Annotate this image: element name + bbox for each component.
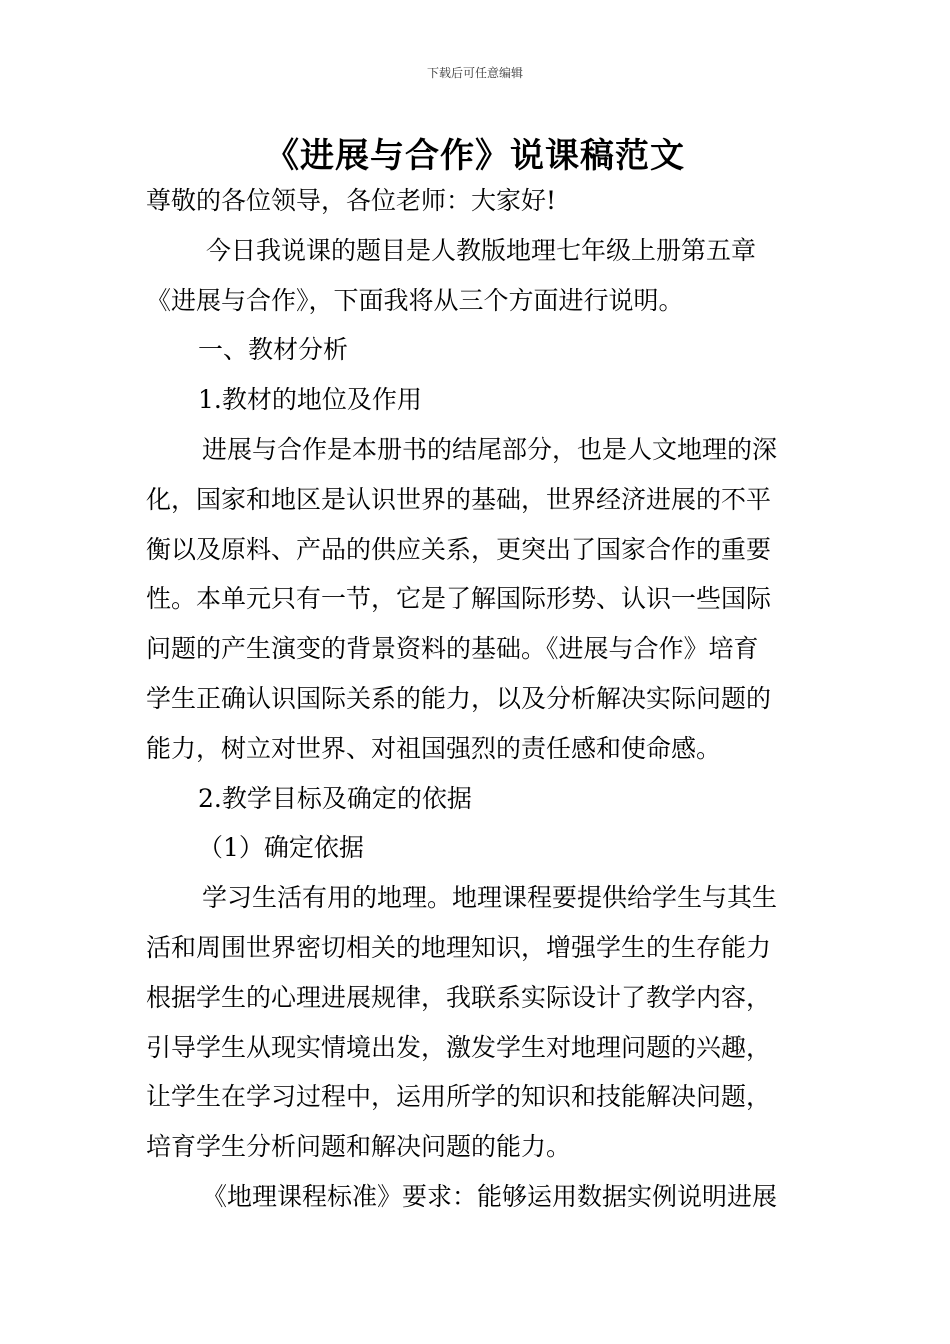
paragraph-line: （1）确定依据 (198, 833, 364, 863)
document-title: 《进展与合作》说课稿范文 (265, 136, 685, 176)
paragraph-line: 化，国家和地区是认识世界的基础，世界经济进展的不平 (146, 484, 772, 514)
paragraph-line: 今日我说课的题目是人教版地理七年级上册第五章 (206, 235, 757, 265)
paragraph-line: 衡以及原料、产品的供应关系，更突出了国家合作的重要 (146, 534, 772, 564)
paragraph-line: 根据学生的心理进展规律，我联系实际设计了教学内容， (146, 982, 772, 1012)
paragraph-line: 培育学生分析问题和解决问题的能力。 (146, 1132, 572, 1162)
paragraph-line: 1.教材的地位及作用 (198, 385, 422, 415)
paragraph-line: 一、教材分析 (198, 335, 349, 365)
paragraph-line: 活和周围世界密切相关的地理知识，增强学生的生存能力 (146, 932, 772, 962)
paragraph-line: 学生正确认识国际关系的能力，以及分析解决实际问题的 (146, 683, 772, 713)
paragraph-line: 2.教学目标及确定的依据 (198, 783, 472, 813)
paragraph-line: 引导学生从现实情境出发，激发学生对地理问题的兴趣， (146, 1032, 772, 1062)
paragraph-line: 《进展与合作》，下面我将从三个方面进行说明。 (146, 285, 684, 315)
paragraph-line: 进展与合作是本册书的结尾部分，也是人文地理的深 (202, 434, 778, 464)
paragraph-line: 性。本单元只有一节，它是了解国际形势、认识一些国际 (146, 584, 772, 614)
paragraph-line: 学习生活有用的地理。地理课程要提供给学生与其生 (202, 883, 778, 913)
paragraph-line: 《地理课程标准》要求：能够运用数据实例说明进展 (202, 1181, 778, 1211)
document-body (146, 176, 810, 1222)
paragraph-line: 能力，树立对世界、对祖国强烈的责任感和使命感。 (146, 733, 722, 763)
page-header: 下载后可任意编辑 (426, 66, 523, 80)
paragraph-line: 尊敬的各位领导，各位老师：大家好! (146, 186, 557, 215)
paragraph-line: 让学生在学习过程中，运用所学的知识和技能解决问题， (146, 1082, 772, 1112)
paragraph-line: 问题的产生演变的背景资料的基础。《进展与合作》培育 (146, 634, 759, 664)
